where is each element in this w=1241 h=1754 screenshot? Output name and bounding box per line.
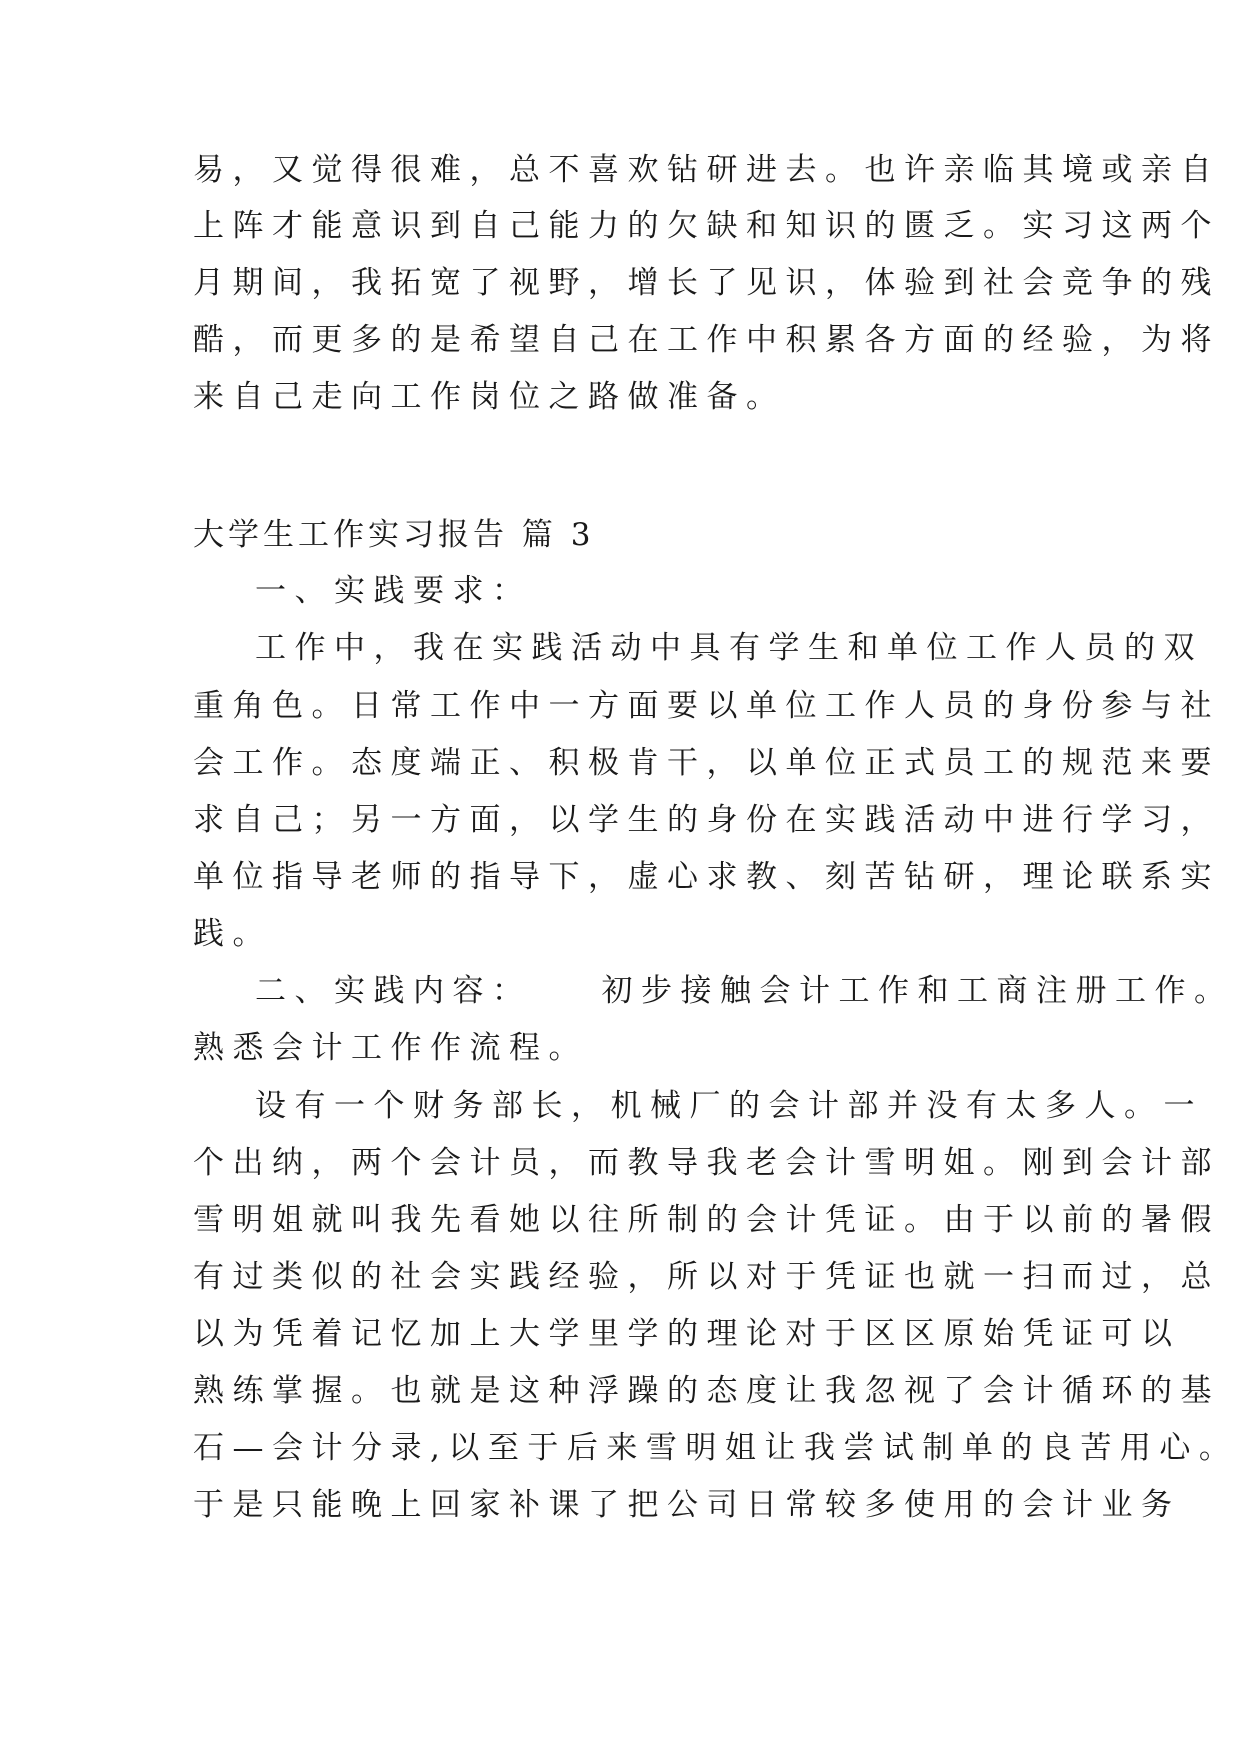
text-line: 易，又觉得很难，总不喜欢钻研进去。也许亲临其境或亲自 (193, 152, 1220, 188)
requirements-heading: 一、实践要求： (255, 573, 532, 609)
content-heading-line (255, 971, 1234, 1011)
content-summary: 初步接触会计工作和工商注册工作。 (601, 973, 1234, 1009)
text-line: 于是只能晚上回家补课了把公司日常较多使用的会计业务 (193, 1487, 1181, 1523)
text-line: 工作中，我在实践活动中具有学生和单位工作人员的双 (255, 630, 1203, 666)
text-line: 来自己走向工作岗位之路做准备。 (193, 379, 786, 415)
text-line: 上阵才能意识到自己能力的欠缺和知识的匮乏。实习这两个 (193, 208, 1220, 244)
text-line: 求自己；另一方面，以学生的身份在实践活动中进行学习， (193, 802, 1220, 838)
text-line: 酷，而更多的是希望自己在工作中积累各方面的经验，为将 (193, 322, 1220, 358)
text-line: 雪明姐就叫我先看她以往所制的会计凭证。由于以前的暑假 (193, 1202, 1220, 1238)
text-line: 以为凭着记忆加上大学里学的理论对于区区原始凭证可以 (193, 1316, 1181, 1352)
section-title: 大学生工作实习报告 篇 3 (193, 517, 595, 553)
text-line: 重角色。日常工作中一方面要以单位工作人员的身份参与社 (193, 688, 1220, 724)
text-line: 有过类似的社会实践经验，所以对于凭证也就一扫而过，总 (193, 1259, 1220, 1295)
text-line: 会工作。态度端正、积极肯干，以单位正式员工的规范来要 (193, 745, 1220, 781)
content-heading: 二、实践内容： (255, 973, 532, 1009)
text-line: 月期间，我拓宽了视野，增长了见识，体验到社会竞争的残 (193, 265, 1220, 301)
text-line: 熟练掌握。也就是这种浮躁的态度让我忽视了会计循环的基 (193, 1373, 1220, 1409)
text-line: 熟悉会计工作作流程。 (193, 1030, 588, 1066)
text-line: 设有一个财务部长，机械厂的会计部并没有太多人。一 (255, 1088, 1203, 1124)
text-line: 践。 (193, 916, 272, 952)
text-line: 单位指导老师的指导下，虚心求教、刻苦钻研，理论联系实 (193, 859, 1220, 895)
text-line: 石—会计分录,以至于后来雪明姐让我尝试制单的良苦用心。 (193, 1430, 1239, 1466)
text-line: 个出纳，两个会计员，而教导我老会计雪明姐。刚到会计部 (193, 1145, 1220, 1181)
